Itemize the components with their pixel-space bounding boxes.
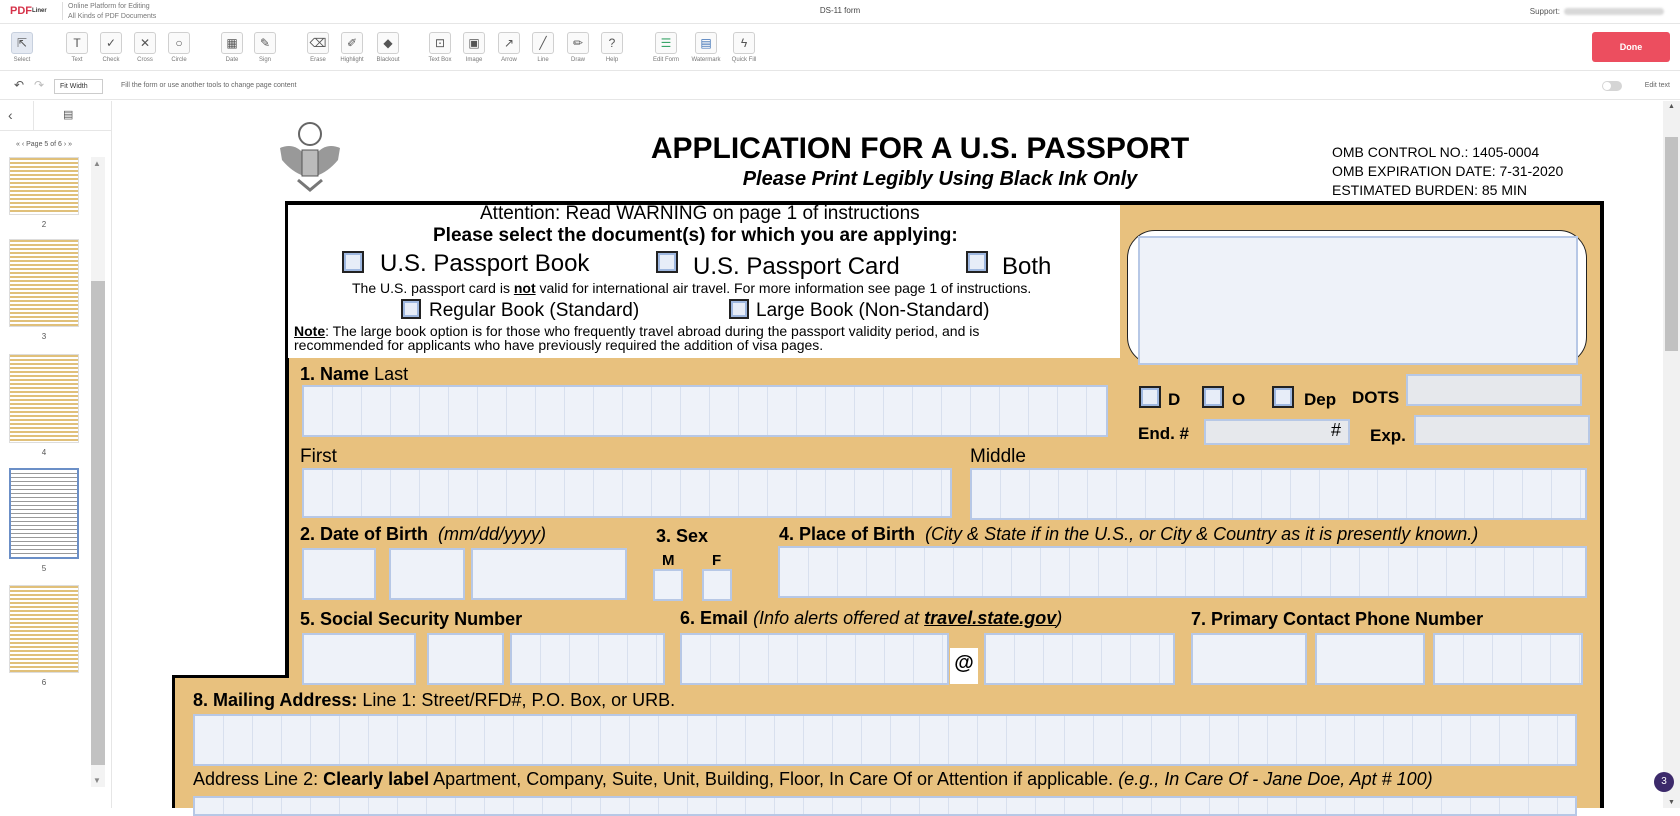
email-user-field[interactable] [680, 633, 949, 685]
tool-cross[interactable] [130, 32, 160, 63]
erase-icon: ⌫ [307, 32, 329, 54]
editor-hint: Fill the form or use another tools to change page content [121, 82, 297, 89]
tool-watermark[interactable] [691, 32, 721, 63]
omb-info: OMB CONTROL NO.: 1405-0004 OMB EXPIRATION DATE: 7-31-2020 ESTIMATED BURDEN: 85 MIN [1332, 143, 1563, 200]
first-name-field[interactable] [302, 468, 952, 518]
phone-line-field[interactable] [1433, 633, 1583, 685]
thumbnail-number: 6 [8, 678, 80, 687]
large-book-note: Note: The large book option is for those who frequently travel abroad during the passport validity period, and is recommended for applicants who have previously required the addition of visa pages. [294, 324, 979, 352]
phone-area-field[interactable] [1191, 633, 1307, 685]
quick-fill-icon: ϟ [733, 32, 755, 54]
exp-field[interactable] [1414, 415, 1590, 445]
dob-year-field[interactable] [471, 548, 627, 600]
d-checkbox[interactable] [1139, 386, 1161, 408]
circle-icon: ○ [168, 32, 190, 54]
photo-field[interactable] [1138, 236, 1578, 365]
email-heading: 6. Email (Info alerts offered at travel.state.gov) [680, 608, 1062, 629]
highlight-icon: ✐ [341, 32, 363, 54]
large-book-label: Large Book (Non-Standard) [756, 300, 989, 322]
passport-book-checkbox[interactable] [342, 251, 364, 273]
passport-card-note: The U.S. passport card is not valid for international air travel. For more information see page 1 of instructions. [352, 280, 1031, 296]
top-bar [0, 0, 1680, 24]
travel-state-gov-link[interactable]: travel.state.gov [924, 608, 1056, 628]
large-book-checkbox[interactable] [729, 299, 749, 319]
tool-label: Watermark [691, 57, 721, 63]
edit-form-icon: ☰ [655, 32, 677, 54]
tool-select[interactable] [7, 32, 37, 63]
document-pages-icon[interactable]: ▤ [63, 108, 73, 121]
tool-label: Quick Fill [729, 57, 759, 63]
tool-label: Circle [164, 57, 194, 63]
o-label: O [1232, 390, 1245, 410]
both-checkbox[interactable] [966, 251, 988, 273]
tool-highlight[interactable] [337, 32, 367, 63]
pdfliner-logo[interactable]: PDFLiner [10, 5, 47, 17]
document-title: DS-11 form [0, 6, 1680, 15]
text-icon: T [66, 32, 88, 54]
place-of-birth-heading: 4. Place of Birth (City & State if in the U.S., or City & Country as it is presently known.) [779, 524, 1478, 545]
thumbnail-number: 4 [8, 448, 80, 457]
chat-notification-badge[interactable]: 3 [1654, 772, 1674, 792]
tool-line[interactable] [528, 32, 558, 63]
sex-f-field[interactable] [702, 569, 732, 601]
dots-label: DOTS [1352, 388, 1399, 408]
tool-blackout[interactable] [373, 32, 403, 63]
edit-text-toggle[interactable] [1602, 81, 1622, 91]
address-line2-field[interactable] [193, 796, 1577, 816]
attention-text: Attention: Read WARNING on page 1 of instructions [480, 203, 920, 225]
logo-tagline: Online Platform for Editing All Kinds of PDF Documents [68, 2, 156, 22]
sign-icon: ✎ [254, 32, 276, 54]
editor-toolbar [0, 24, 1680, 71]
ssn-part3-field[interactable] [510, 633, 665, 685]
place-of-birth-field[interactable] [778, 546, 1587, 598]
scroll-down-icon[interactable]: ▼ [1668, 799, 1675, 806]
end-hash: # [1331, 420, 1341, 441]
arrow-icon: ↗ [498, 32, 520, 54]
us-seal-icon [274, 120, 346, 194]
thumbnail-page-5[interactable] [8, 468, 80, 573]
phone-prefix-field[interactable] [1315, 633, 1425, 685]
image-icon: ▣ [463, 32, 485, 54]
tool-label: Date [217, 57, 247, 63]
last-name-field[interactable] [302, 385, 1108, 437]
sex-heading: 3. Sex [656, 526, 708, 547]
sidebar-scrollbar[interactable] [91, 157, 105, 787]
line-icon: ╱ [532, 32, 554, 54]
blackout-icon: ◆ [377, 32, 399, 54]
tool-label: Highlight [337, 57, 367, 63]
dep-checkbox[interactable] [1272, 386, 1294, 408]
sidebar-divider [33, 101, 34, 131]
sex-m-label: M [662, 552, 675, 569]
email-at-sign: @ [950, 648, 978, 684]
support-email-blurred [1564, 8, 1664, 15]
tool-label: Help [597, 57, 627, 63]
tool-draw[interactable] [563, 32, 593, 63]
tool-label: Check [96, 57, 126, 63]
check-icon: ✓ [100, 32, 122, 54]
ssn-part2-field[interactable] [427, 633, 504, 685]
form-border-left-lower [172, 675, 175, 808]
tool-label: Erase [303, 57, 333, 63]
done-button[interactable]: Done [1592, 32, 1670, 62]
address-line2-label: Address Line 2: Clearly label Apartment, Company, Suite, Unit, Building, Floor, In Care Of or Attention if applicable. (e.g., In Care Of - Jane Doe, Apt # 100) [193, 769, 1433, 790]
name-heading: 1. Name Last [300, 364, 408, 385]
tool-date[interactable] [217, 32, 247, 63]
thumbnail-number: 5 [8, 564, 80, 573]
tool-arrow[interactable] [494, 32, 524, 63]
tool-label: Image [459, 57, 489, 63]
tool-label: Line [528, 57, 558, 63]
page-navigator[interactable]: « ‹ Page 5 of 6 › » [16, 141, 72, 148]
document-scrollbar[interactable] [1663, 101, 1680, 808]
first-name-label: First [300, 446, 337, 468]
email-domain-field[interactable] [984, 633, 1175, 685]
cross-icon: ✕ [134, 32, 156, 54]
support-contact[interactable]: Support: [1530, 7, 1664, 16]
tool-label: Blackout [373, 57, 403, 63]
tool-text[interactable] [62, 32, 92, 63]
tool-erase[interactable] [303, 32, 333, 63]
tool-label: Arrow [494, 57, 524, 63]
thumbnail-number: 2 [8, 220, 80, 229]
dob-day-field[interactable] [389, 548, 465, 600]
ssn-part1-field[interactable] [302, 633, 416, 685]
page-subtitle: Please Print Legibly Using Black Ink Only [640, 168, 1240, 191]
edit-text-label: Edit text [1645, 82, 1670, 89]
dob-heading: 2. Date of Birth (mm/dd/yyyy) [300, 524, 546, 545]
scroll-down-icon[interactable]: ▼ [93, 776, 101, 785]
help-icon: ? [601, 32, 623, 54]
thumbnail-page-4[interactable] [8, 354, 80, 457]
tool-label: Text Box [425, 57, 455, 63]
form-border-step [172, 675, 289, 678]
address-line1-field[interactable] [193, 714, 1577, 766]
tool-circle[interactable] [164, 32, 194, 63]
secondary-toolbar [0, 72, 1680, 100]
draw-icon: ✏ [567, 32, 589, 54]
mailing-address-heading: 8. Mailing Address: Line 1: Street/RFD#, P.O. Box, or URB. [193, 690, 675, 711]
tool-help[interactable] [597, 32, 627, 63]
undo-icon[interactable]: ↶ [14, 78, 24, 92]
tool-quick-fill[interactable] [729, 32, 759, 63]
phone-heading: 7. Primary Contact Phone Number [1191, 609, 1483, 630]
thumbnail-page-2[interactable] [8, 157, 80, 229]
regular-book-label: Regular Book (Standard) [429, 300, 639, 322]
tool-label: Draw [563, 57, 593, 63]
page-title: APPLICATION FOR A U.S. PASSPORT [620, 132, 1220, 166]
middle-name-field[interactable] [970, 468, 1587, 520]
thumbnail-page-3[interactable] [8, 239, 80, 341]
middle-name-label: Middle [970, 446, 1026, 468]
sidebar-header [0, 101, 111, 131]
tool-label: Edit Form [651, 57, 681, 63]
regular-book-checkbox[interactable] [401, 299, 421, 319]
end-label: End. # [1138, 424, 1189, 444]
textbox-icon: ⊡ [429, 32, 451, 54]
thumbnail-page-6[interactable] [8, 585, 80, 687]
tool-label: Text [62, 57, 92, 63]
page-thumbnails-sidebar [0, 101, 112, 808]
select-document-heading: Please select the document(s) for which you are applying: [433, 225, 958, 247]
dots-field[interactable] [1406, 374, 1582, 406]
d-label: D [1168, 390, 1180, 410]
cursor-icon: ⇱ [11, 32, 33, 54]
sex-m-field[interactable] [653, 569, 683, 601]
tool-sign[interactable] [250, 32, 280, 63]
ssn-heading: 5. Social Security Number [300, 609, 522, 630]
both-label: Both [1002, 253, 1051, 281]
chevron-left-icon[interactable]: ‹ [8, 107, 13, 123]
tool-label: Cross [130, 57, 160, 63]
passport-book-label: U.S. Passport Book [380, 250, 589, 278]
end-number-field[interactable] [1204, 419, 1350, 445]
date-icon: ▦ [221, 32, 243, 54]
form-border-right [1600, 201, 1604, 808]
document-scroll-thumb[interactable] [1665, 137, 1678, 351]
scroll-up-icon[interactable]: ▲ [93, 159, 101, 168]
watermark-icon: ▤ [695, 32, 717, 54]
exp-label: Exp. [1370, 426, 1406, 446]
tool-label: Select [7, 57, 37, 63]
tool-label: Sign [250, 57, 280, 63]
o-checkbox[interactable] [1202, 386, 1224, 408]
tool-edit-form[interactable] [651, 32, 681, 63]
passport-card-label: U.S. Passport Card [693, 253, 900, 281]
sex-f-label: F [712, 552, 721, 569]
tool-image[interactable] [459, 32, 489, 63]
tool-text-box[interactable] [425, 32, 455, 63]
sidebar-scroll-thumb[interactable] [91, 281, 105, 765]
redo-icon[interactable]: ↷ [34, 78, 44, 92]
dob-month-field[interactable] [302, 548, 376, 600]
tool-check[interactable] [96, 32, 126, 63]
zoom-select[interactable]: Fit Width [54, 79, 103, 94]
passport-card-checkbox[interactable] [656, 251, 678, 273]
scroll-up-icon[interactable]: ▲ [1668, 103, 1675, 110]
thumbnail-number: 3 [8, 332, 80, 341]
dep-label: Dep [1304, 390, 1336, 410]
